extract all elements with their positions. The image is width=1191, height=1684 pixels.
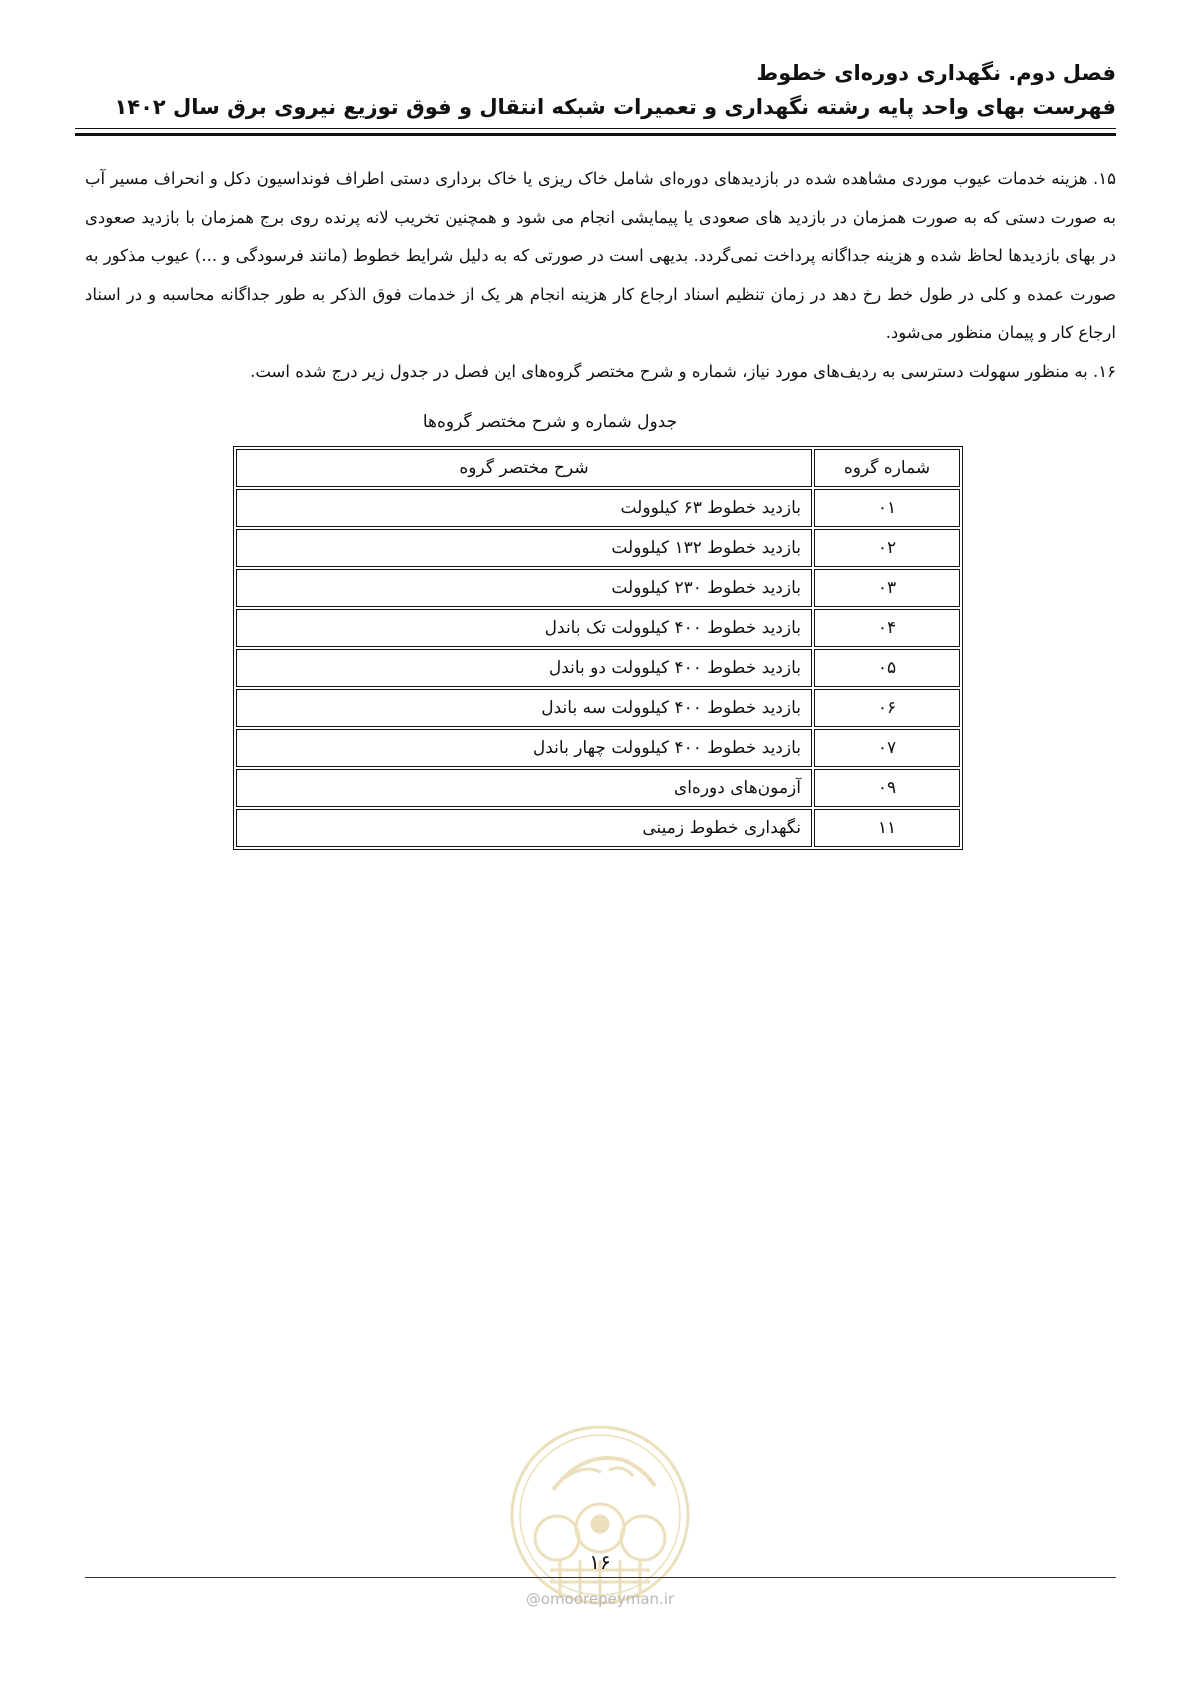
- group-number: ۰۵: [814, 649, 960, 687]
- omoore-peyman-logo-icon: [505, 1420, 695, 1610]
- table-row: [236, 489, 960, 527]
- group-number: ۰۷: [814, 729, 960, 767]
- table-row: [236, 689, 960, 727]
- table-row: [236, 569, 960, 607]
- groups-table: [233, 446, 963, 850]
- document-title: فهرست بهای واحد پایه رشته نگهداری و تعمیرات شبکه انتقال و فوق توزیع نیروی برق سال ۱۴۰۲: [114, 95, 1116, 119]
- chapter-title: فصل دوم. نگهداری دوره‌ای خطوط: [756, 61, 1116, 85]
- table-row: [236, 769, 960, 807]
- table-header-row: [236, 449, 960, 487]
- group-description: بازدید خطوط ۱۳۲ کیلوولت: [236, 529, 812, 567]
- group-description: بازدید خطوط ۴۰۰ کیلوولت چهار باندل: [236, 729, 812, 767]
- table-caption: جدول شماره و شرح مختصر گروه‌ها: [422, 412, 678, 432]
- table-row: [236, 729, 960, 767]
- body-text: [85, 160, 1116, 391]
- group-description: آزمون‌های دوره‌ای: [236, 769, 812, 807]
- group-number: ۰۴: [814, 609, 960, 647]
- page-number: ۱۶: [589, 1550, 611, 1574]
- group-number: ۰۶: [814, 689, 960, 727]
- group-description: بازدید خطوط ۶۳ کیلوولت: [236, 489, 812, 527]
- group-description: بازدید خطوط ۴۰۰ کیلوولت سه باندل: [236, 689, 812, 727]
- footer-url: @omoorepeyman.ir: [525, 1590, 675, 1608]
- header-group-number: شماره گروه: [814, 449, 960, 487]
- group-description: بازدید خطوط ۲۳۰ کیلوولت: [236, 569, 812, 607]
- group-number: ۰۲: [814, 529, 960, 567]
- paragraph-15-end: انجام هر یک از خدمات فوق الذکر به طور جداگانه محاسبه و در اسناد ارجاع کار و پیمان منظور می‌شود.: [85, 284, 1116, 342]
- table-row: [236, 649, 960, 687]
- footer-rule: [85, 1577, 1116, 1578]
- table-row: [236, 609, 960, 647]
- table-row: [236, 529, 960, 567]
- header-rule-thick: [75, 133, 1116, 136]
- group-number: ۰۹: [814, 769, 960, 807]
- page-header: [75, 58, 1116, 124]
- paragraph-15-main: ۱۵. هزینه خدمات عیوب موردی مشاهده شده در بازدیدهای دوره‌ای شامل خاک ریزی یا خاک برداری دستی اطراف فونداسیون دکل و انحراف مسیر آب به صورت دستی که به صورت همزمان در بازدید های صعودی یا پیمایشی انجام می شود و همچنین تخریب لانه پرنده روی برج همزمان با بازدید صعودی در بهای بازدیدها لحاظ شده و هزینه جداگانه پرداخت نمی‌گردد. بدیهی است در صورتی که به دلیل شرایط خطوط (مانند فرسودگی و ...) عیوب مذکور به صورت عمده و کلی در طول خط رخ دهد در زمان تنظیم اسناد ارجاع کار هزینه: [85, 169, 1116, 304]
- paragraph-15: [85, 160, 1116, 353]
- group-number: ۰۳: [814, 569, 960, 607]
- paragraph-16: ۱۶. به منظور سهولت دسترسی به ردیف‌های مورد نیاز، شماره و شرح مختصر گروه‌های این فصل در جدول زیر درج شده است.: [250, 361, 1116, 381]
- group-description: بازدید خطوط ۴۰۰ کیلوولت دو باندل: [236, 649, 812, 687]
- header-rule-thin: [75, 128, 1116, 129]
- table-row: [236, 809, 960, 847]
- header-group-description: شرح مختصر گروه: [236, 449, 812, 487]
- group-number: ۱۱: [814, 809, 960, 847]
- group-description: بازدید خطوط ۴۰۰ کیلوولت تک باندل: [236, 609, 812, 647]
- group-description: نگهداری خطوط زمینی: [236, 809, 812, 847]
- group-number: ۰۱: [814, 489, 960, 527]
